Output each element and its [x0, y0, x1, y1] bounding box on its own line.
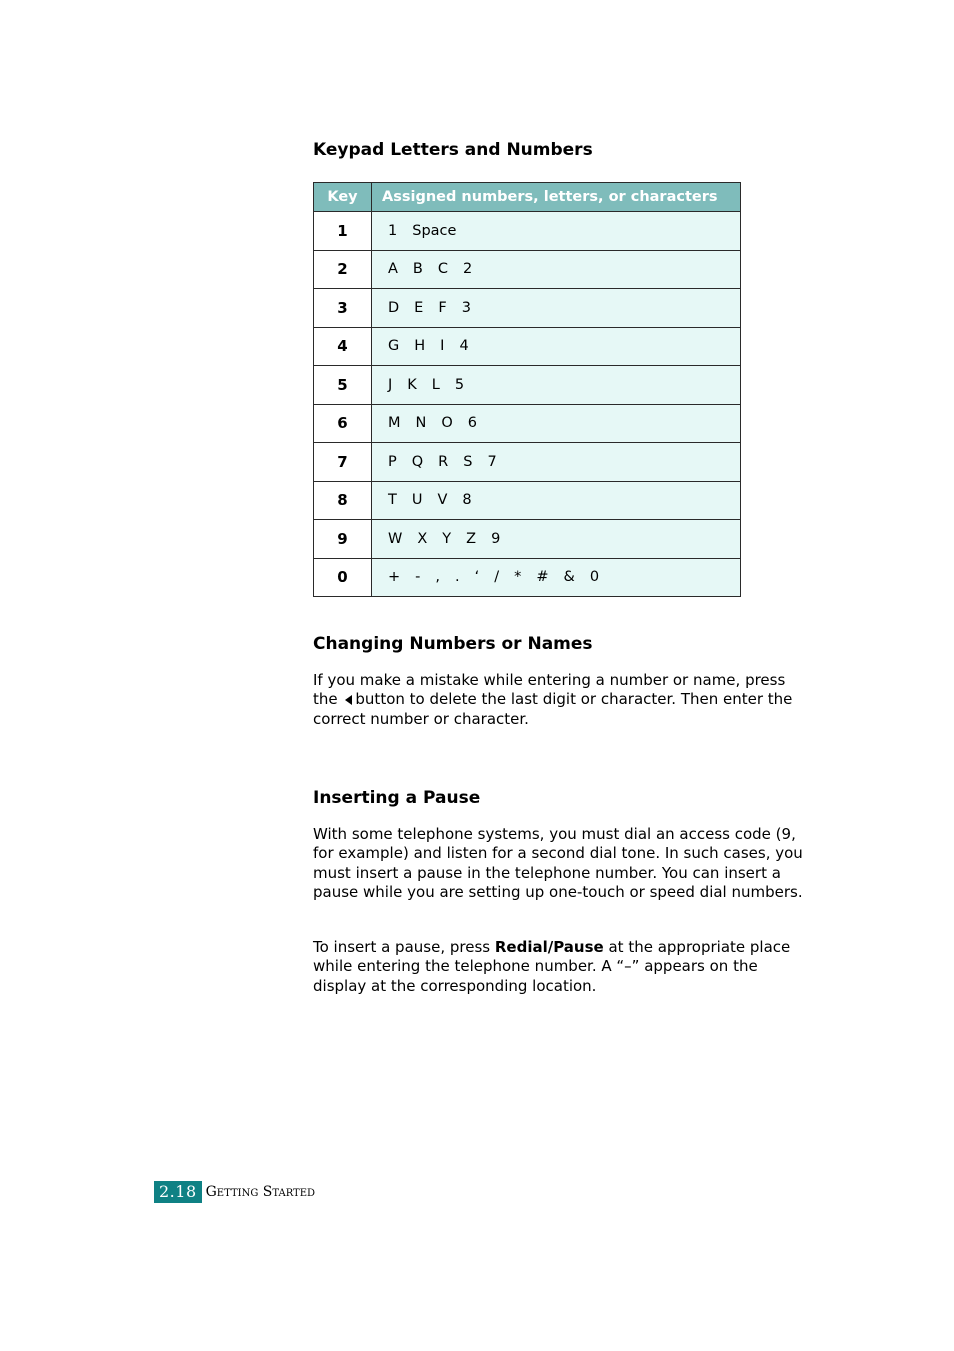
- key-cell: 2: [314, 250, 372, 289]
- assigned-character: V: [437, 492, 448, 509]
- keypad-table-body: [314, 212, 741, 597]
- table-row: [314, 443, 741, 482]
- key-cell: 9: [314, 520, 372, 559]
- page-number: 2.18: [154, 1181, 202, 1203]
- assigned-character: K: [407, 376, 417, 393]
- assigned-character: E: [414, 299, 424, 316]
- assigned-character: &: [563, 569, 575, 586]
- assigned-character: O: [441, 415, 453, 432]
- assigned-character: 2: [463, 261, 473, 278]
- assigned-character: Y: [442, 530, 452, 547]
- assigned-character: 6: [467, 415, 478, 432]
- assigned-character: /: [494, 569, 500, 586]
- table-row: [314, 212, 741, 251]
- table-row: [314, 366, 741, 405]
- assigned-character: 0: [589, 569, 600, 586]
- assigned-character: *: [514, 569, 522, 586]
- keypad-section-title: Keypad Letters and Numbers: [313, 140, 593, 160]
- chars-cell: [372, 366, 741, 405]
- key-cell: 0: [314, 558, 372, 597]
- key-cell: 3: [314, 289, 372, 328]
- key-cell: 4: [314, 327, 372, 366]
- key-cell: 1: [314, 212, 372, 251]
- table-row: [314, 327, 741, 366]
- key-cell: 6: [314, 404, 372, 443]
- assigned-character: #: [536, 569, 549, 586]
- assigned-character: I: [440, 338, 445, 355]
- assigned-character: U: [411, 492, 423, 509]
- back-arrow-icon: [345, 695, 352, 705]
- assigned-character: S: [463, 453, 473, 470]
- assigned-character: C: [437, 261, 448, 278]
- pause-section-title: Inserting a Pause: [313, 788, 481, 808]
- assigned-character: Space: [412, 222, 457, 239]
- table-row: [314, 289, 741, 328]
- redial-pause-key-label: Redial/Pause: [494, 938, 604, 956]
- assigned-character: G: [388, 338, 400, 355]
- assigned-character: ‘: [474, 569, 480, 586]
- column-header-chars: Assigned numbers, letters, or characters: [372, 183, 741, 212]
- table-row: [314, 404, 741, 443]
- key-cell: 8: [314, 481, 372, 520]
- changing-paragraph: [313, 671, 813, 729]
- assigned-character: N: [415, 415, 427, 432]
- footer-section-name: Getting Started: [205, 1184, 316, 1200]
- assigned-character: B: [412, 261, 423, 278]
- assigned-character: H: [414, 338, 426, 355]
- chars-cell: [372, 289, 741, 328]
- assigned-character: R: [438, 453, 449, 470]
- assigned-character: F: [438, 299, 447, 316]
- chars-cell: [372, 443, 741, 482]
- chars-cell: [372, 212, 741, 251]
- assigned-character: 4: [459, 338, 469, 355]
- key-cell: 5: [314, 366, 372, 405]
- chars-cell: [372, 250, 741, 289]
- column-header-key: Key: [314, 183, 372, 212]
- page-footer: [154, 1181, 315, 1203]
- changing-section-title: Changing Numbers or Names: [313, 634, 593, 654]
- assigned-character: 8: [462, 492, 472, 509]
- assigned-character: W: [388, 530, 403, 547]
- assigned-character: A: [388, 261, 398, 278]
- pause-paragraph-2: [313, 938, 813, 996]
- table-row: [314, 250, 741, 289]
- assigned-character: X: [417, 530, 428, 547]
- changing-text-before: If you make a mistake while entering a number or name, press the: [313, 671, 786, 709]
- table-row: [314, 558, 741, 597]
- assigned-character: Q: [411, 453, 424, 470]
- assigned-character: J: [388, 376, 393, 393]
- chars-cell: [372, 327, 741, 366]
- assigned-character: +: [388, 569, 401, 586]
- assigned-character: M: [388, 415, 401, 432]
- pause-text-after: at the appropriate place while entering the telephone number. A “–” appears on the display at the corresponding location.: [313, 938, 791, 995]
- assigned-character: 7: [487, 453, 497, 470]
- pause-text-before: To insert a pause, press: [313, 938, 491, 956]
- table-row: [314, 520, 741, 559]
- assigned-character: T: [388, 492, 397, 509]
- changing-text-after: button to delete the last digit or character. Then enter the correct number or character.: [313, 690, 793, 728]
- table-header-row: [314, 183, 741, 212]
- chars-cell: [372, 520, 741, 559]
- assigned-character: 1: [388, 222, 398, 239]
- pause-paragraph-1: With some telephone systems, you must dial an access code (9, for example) and listen for a second dial tone. In such cases, you must insert a pause in the telephone number. You can insert a pause while you are setting up one-touch or speed dial numbers.: [313, 825, 803, 901]
- assigned-character: L: [431, 376, 440, 393]
- keypad-table: [313, 182, 741, 597]
- assigned-character: 9: [491, 530, 501, 547]
- key-cell: 7: [314, 443, 372, 482]
- assigned-character: Z: [466, 530, 477, 547]
- assigned-character: ,: [435, 569, 440, 586]
- chars-cell: [372, 481, 741, 520]
- chars-cell: [372, 558, 741, 597]
- table-row: [314, 481, 741, 520]
- assigned-character: -: [415, 569, 421, 586]
- chars-cell: [372, 404, 741, 443]
- assigned-character: P: [388, 453, 397, 470]
- assigned-character: D: [388, 299, 400, 316]
- assigned-character: 3: [461, 299, 471, 316]
- assigned-character: 5: [454, 376, 465, 393]
- assigned-character: .: [455, 569, 460, 586]
